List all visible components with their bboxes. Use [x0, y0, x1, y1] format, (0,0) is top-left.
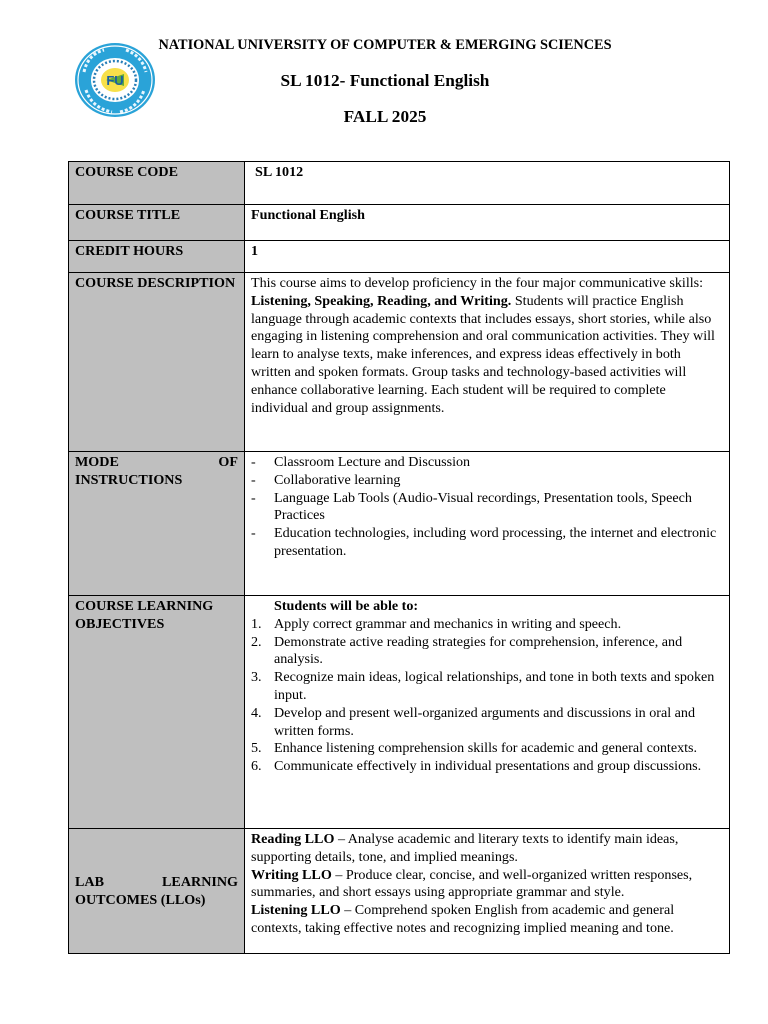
reading-llo: Reading LLO – Analyse academic and literary texts to identify main ideas, supporting details, tone, and implied meanings.	[251, 831, 679, 865]
row-credit-hours	[69, 241, 730, 273]
credit-hours-label: CREDIT HOURS	[69, 241, 245, 273]
objectives-value	[245, 596, 730, 829]
list-item: - Education technologies, including word processing, the internet and electronic presentation.	[251, 525, 717, 559]
course-title-label: COURSE TITLE	[69, 205, 245, 241]
row-course-code	[69, 162, 730, 205]
row-course-description	[69, 273, 730, 452]
course-title-value: Functional English	[245, 205, 730, 241]
list-item: 6. Communicate effectively in individual presentations and group discussions.	[251, 758, 702, 775]
list-item: 1. Apply correct grammar and mechanics in writing and speech.	[251, 615, 622, 632]
row-mode-of-instructions	[69, 452, 730, 596]
list-item: 3. Recognize main ideas, logical relationships, and tone in both texts and spoken input.	[251, 669, 715, 703]
credit-hours-value: 1	[245, 241, 730, 273]
description-skills-bold: Listening, Speaking, Reading, and Writing.	[251, 292, 512, 309]
row-course-learning-objectives	[69, 596, 730, 829]
llo-label-line1: LAB LEARNING	[75, 874, 238, 891]
university-name: NATIONAL UNIVERSITY OF COMPUTER & EMERGING SCIENCES	[158, 37, 612, 53]
term-heading: FALL 2025	[343, 107, 427, 126]
mode-list	[251, 454, 723, 561]
listening-llo: Listening LLO – Comprehend spoken English from academic and general contexts, taking effective notes and recognizing implied meaning and tone.	[251, 902, 675, 936]
list-item: - Collaborative learning	[251, 471, 401, 488]
course-code-label: COURSE CODE	[69, 162, 245, 205]
svg-text:FU: FU	[106, 73, 124, 88]
list-item: 2. Demonstrate active reading strategies for comprehension, inference, and analysis.	[251, 633, 683, 668]
mode-of-instructions-value	[245, 452, 730, 596]
row-course-title	[69, 205, 730, 241]
course-description-value	[245, 273, 730, 452]
mode-label-line2: INSTRUCTIONS	[75, 471, 183, 488]
llo-label-line2: OUTCOMES (LLOs)	[75, 892, 206, 908]
objectives-label: COURSE LEARNING OBJECTIVES	[69, 596, 245, 829]
llo-value	[245, 829, 730, 954]
row-lab-learning-outcomes	[69, 829, 730, 954]
description-text-end: Students will practice English language through academic contexts that includes essays, short stories, while also engaging in listening comprehension and oral communication activities. They will learn to analyse texts, make inferences, and express ideas effectively in both written and spoken formats. Group tasks and technology-based activities will enhance collaborative learning. Each student will be required to complete individual and group assignments.	[251, 292, 715, 416]
llo-label	[69, 829, 245, 954]
writing-llo: Writing LLO – Produce clear, concise, and well-organized written responses, summaries, and short essays using appropriate grammar and style.	[251, 866, 693, 901]
list-item: - Language Lab Tools (Audio-Visual recordings, Presentation tools, Speech Practices	[251, 489, 692, 524]
course-description-label: COURSE DESCRIPTION	[69, 273, 245, 452]
mode-of-instructions-label	[69, 452, 245, 596]
mode-label-line1: MODE OF	[75, 454, 238, 470]
course-heading: SL 1012- Functional English	[280, 71, 490, 90]
objectives-list	[251, 616, 723, 776]
document-header	[0, 0, 768, 150]
course-info-table	[68, 161, 730, 954]
list-item: - Classroom Lecture and Discussion	[251, 454, 471, 470]
objectives-intro: Students will be able to:	[274, 598, 419, 614]
course-code-value: SL 1012	[245, 162, 730, 205]
description-text-start: This course aims to develop proficiency in the four major communicative skills:	[251, 275, 704, 291]
list-item: 5. Enhance listening comprehension skills for academic and general contexts.	[251, 740, 698, 757]
list-item: 4. Develop and present well-organized arguments and discussions in oral and written forms.	[251, 704, 696, 739]
